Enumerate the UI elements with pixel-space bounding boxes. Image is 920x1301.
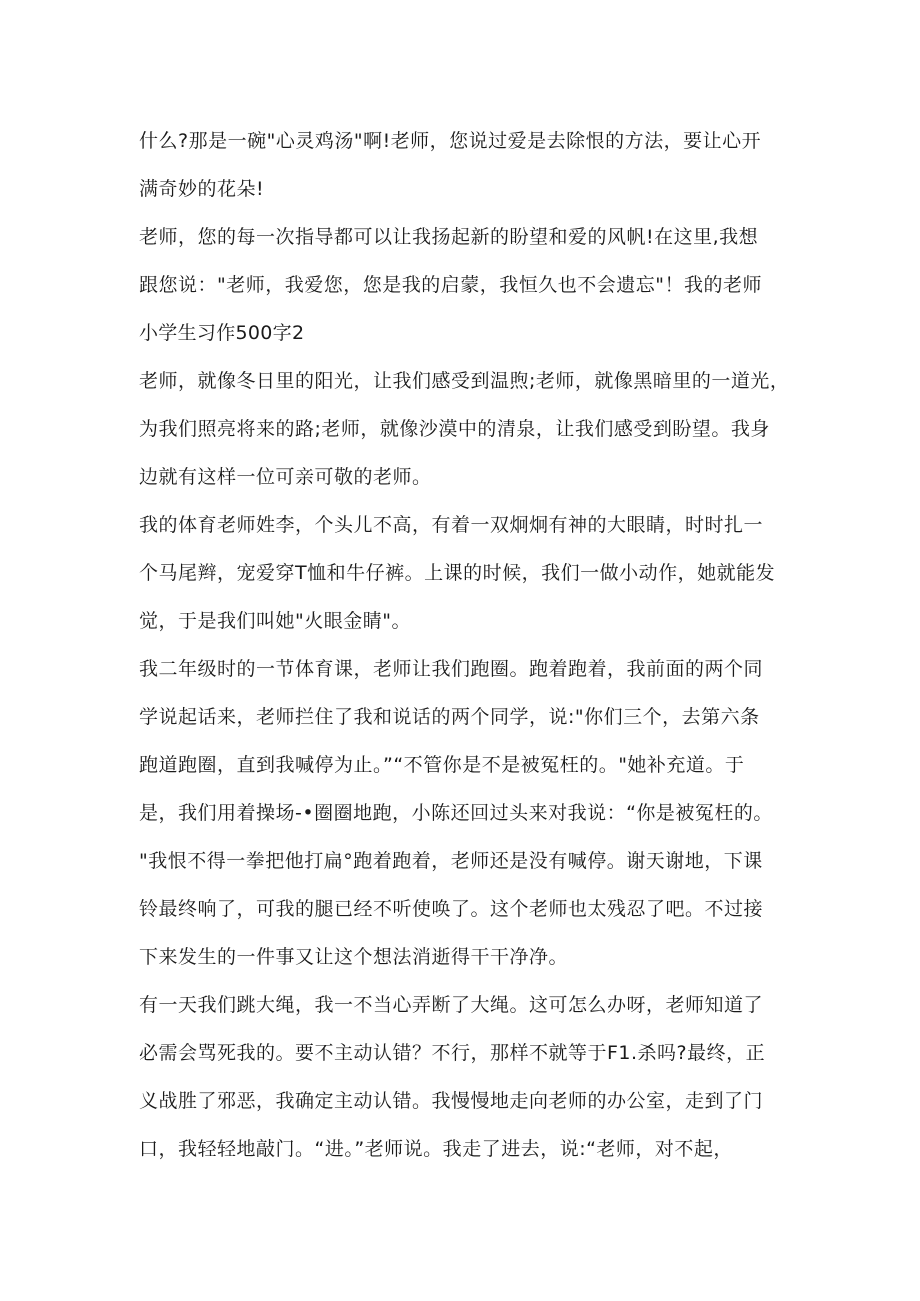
text-line: 什么?那是一碗"心灵鸡汤"啊!老师，您说过爱是去除恨的方法，要让心开	[139, 130, 762, 152]
article-body	[139, 117, 799, 1173]
text-line: 铃最终响了，可我的腿已经不听使唤了。这个老师也太残忍了吧。不过接	[139, 898, 764, 920]
text-line: 下来发生的一件事又让这个想法消逝得干干净净。	[139, 946, 569, 968]
text-line: 口，我轻轻地敲门。“进。”老师说。我走了进去，说:“老师，对不起，	[139, 1138, 733, 1160]
text-line: 老师，就像冬日里的阳光，让我们感受到温煦;老师，就像黑暗里的一道光，	[139, 370, 790, 392]
text-line: 老师，您的每一次指导都可以让我扬起新的盼望和爱的风帆!在这里,我想	[139, 226, 759, 248]
text-line: 满奇妙的花朵!	[139, 178, 265, 200]
text-line: 我的体育老师姓李，个头儿不高，有着一双炯炯有神的大眼睛，时时扎一	[139, 514, 764, 536]
text-line: 跑道跑圈，直到我喊停为止。”“不管你是不是被冤枉的。"她补充道。于	[139, 754, 745, 776]
text-line: 有一天我们跳大绳，我一不当心弄断了大绳。这可怎么办呀，老师知道了	[139, 994, 764, 1016]
text-line: 学说起话来，老师拦住了我和说话的两个同学，说:"你们三个，去第六条	[139, 706, 760, 728]
text-line: 必需会骂死我的。要不主动认错？不行，那样不就等于F1.杀吗?最终，正	[139, 1042, 766, 1064]
text-line: 边就有这样一位可亲可敬的老师。	[139, 466, 432, 488]
text-line: 为我们照亮将来的路;老师，就像沙漠中的清泉，让我们感受到盼望。我身	[139, 418, 770, 440]
text-line: 义战胜了邪恶，我确定主动认错。我慢慢地走向老师的办公室，走到了门	[139, 1090, 764, 1112]
text-line: 是，我们用着操场-•圈圈地跑，小陈还回过头来对我说：“你是被冤枉的。	[139, 802, 773, 824]
text-line: "我恨不得一拳把他打扁°跑着跑着，老师还是没有喊停。谢天谢地，下课	[139, 850, 763, 872]
text-line: 跟您说："老师，我爱您，您是我的启蒙，我恒久也不会遗忘"！我的老师	[139, 274, 762, 296]
text-line: 个马尾辫，宠爱穿T恤和牛仔裤。上课的时候，我们一做小动作，她就能发	[139, 562, 776, 584]
text-line: 我二年级时的一节体育课，老师让我们跑圈。跑着跑着，我前面的两个同	[139, 658, 764, 680]
section-heading: 小学生习作500字2	[139, 322, 305, 344]
text-line: 觉，于是我们叫她"火眼金睛"。	[139, 610, 411, 632]
